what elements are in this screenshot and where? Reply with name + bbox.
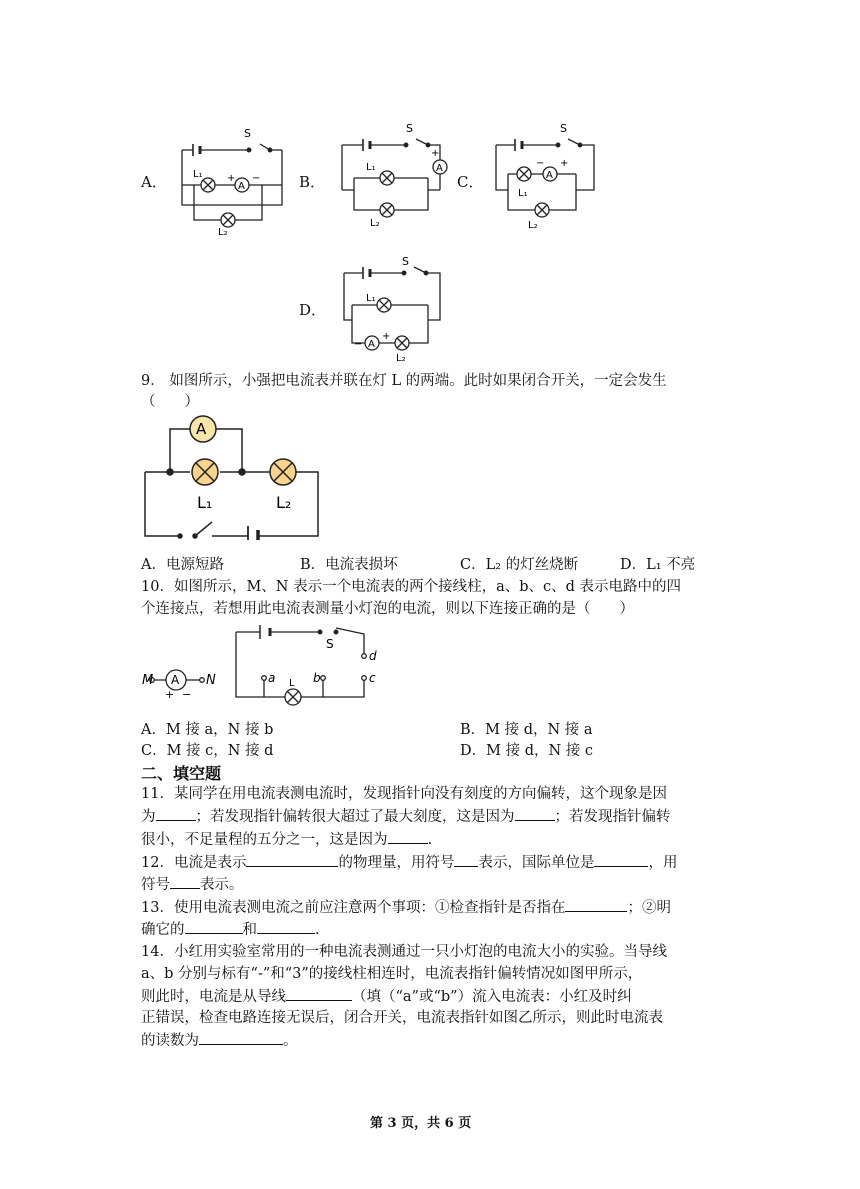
terminal-m-label: M [142,673,154,688]
switch-label: S [406,122,413,135]
q14-text: 的读数为 [141,1033,199,1049]
point-d-label: d [369,649,377,663]
q12-text: 表示，国际单位是 [478,855,595,871]
q11-text: ；若发现指针偏转 [554,809,671,825]
circuit-diagram-d [340,255,452,367]
switch-label: S [560,122,567,135]
circuit-diagram-b [338,120,450,232]
q13-text: ；②明 [627,900,671,916]
q10-option-d: D．M 接 d，N 接 c [460,743,593,759]
answer-blank[interactable] [515,806,555,821]
ammeter-label: A [546,170,553,181]
q9-option-b: B．电流表损坏 [300,557,398,573]
question-11-line-3 [141,829,432,850]
question-11-line-1: 11．某同学在用电流表测电流时，发现指针向没有刻度的方向偏转，这个现象是因 [141,786,667,802]
point-c-label: c [369,671,376,685]
question-14-line-1: 14．小红用实验室常用的一种电流表测通过一只小灯泡的电流大小的实验。当导线 [141,944,667,960]
ammeter-label: A [238,181,245,192]
minus-sign: − [182,688,192,701]
answer-blank[interactable] [257,919,315,934]
q12-text: 表示。 [200,877,244,893]
q14-text: 。 [283,1033,298,1049]
lamp-l1-label: L₁ [193,169,203,180]
ammeter-label: A [196,420,207,438]
option-b-label: B． [299,173,326,191]
plus-sign: + [431,148,440,159]
minus-sign: − [536,158,545,169]
q11-text: 为 [141,809,156,825]
answer-blank[interactable] [246,852,338,867]
ammeter-label: A [171,673,180,687]
q12-text: 符号 [141,877,170,893]
answer-blank[interactable] [156,806,196,821]
question-12-line-1 [141,852,677,873]
lamp-l1-label: L₁ [518,188,528,199]
question-9-stem: 9． 如图所示，小强把电流表并联在灯 L 的两端。此时如果闭合开关，一定会发生 [141,373,667,389]
lamp-l2-label: L₂ [396,353,406,364]
question-13-line-2 [141,919,320,940]
switch-label: S [244,127,251,140]
q13-text: 确它的 [141,922,185,938]
q13-text: 13．使用电流表测电流之前应注意两个事项：①检查指针是否指在 [141,900,566,916]
circuit-diagram-c [492,120,604,232]
question-10-stem-line-1: 10．如图所示，M、N 表示一个电流表的两个接线柱，a、b、c、d 表示电路中的四 [141,579,682,595]
lamp-l2-label: L₂ [276,493,292,512]
answer-blank[interactable] [454,852,478,867]
lamp-l2-label: L₂ [370,218,380,229]
minus-sign: − [252,173,261,184]
question-11-line-2 [141,806,671,827]
q12-text: 的物理量，用符号 [338,855,455,871]
ammeter-label: A [436,163,443,174]
q9-option-c: C．L₂ 的灯丝烧断 [460,557,579,573]
answer-blank[interactable] [565,897,627,912]
page-footer: 第 3 页，共 6 页 [370,1116,472,1131]
terminal-n-label: N [206,673,216,688]
question-9-circuit-diagram [140,412,325,540]
answer-blank[interactable] [286,986,352,1001]
option-c-label: C． [457,173,484,191]
switch-label: S [326,637,334,651]
q11-text: ；若发现指针偏转很大超过了最大刻度，这是因为 [195,809,515,825]
lamp-l1-label: L₁ [366,162,376,173]
lamp-l1-label: L₁ [197,493,213,512]
lamp-l2-label: L₂ [218,227,228,237]
q14-text: （填（“a”或“b”）流入电流表：小红及时纠 [352,989,632,1005]
answer-blank[interactable] [388,829,428,844]
q10-option-c: C．M 接 c，N 接 d [141,743,274,759]
q13-text: 和 [242,922,257,938]
option-d-label: D． [299,301,327,319]
question-14-line-4: 正错误，检查电路连接无误后，闭合开关，电流表指针如图乙所示，则此时电流表 [141,1010,663,1026]
q11-text: 很小，不足量程的五分之一，这是因为 [141,832,388,848]
answer-blank[interactable] [594,852,648,867]
minus-sign: − [354,339,363,350]
question-14-line-3 [141,986,632,1007]
section-2-heading: 二、填空题 [141,764,222,783]
circuit-diagram-a [178,125,288,237]
point-b-label: b [313,671,321,685]
question-14-line-2: a、b 分别与标有“-”和“3”的接线柱相连时，电流表指针偏转情况如图甲所示， [141,966,643,982]
plus-sign: + [165,688,175,701]
lamp-l1-label: L₁ [366,293,376,304]
q9-option-a: A．电源短路 [141,557,224,573]
q13-text: . [315,922,320,938]
q9-option-d: D．L₁ 不亮 [620,557,696,573]
question-10-circuit-diagram [140,622,380,714]
lamp-l2-label: L₂ [528,220,538,231]
q11-text: . [427,832,433,848]
option-a-label: A． [141,173,167,191]
plus-sign: + [382,331,391,342]
q10-option-b: B．M 接 d，N 接 a [460,722,593,738]
ammeter-label: A [368,339,375,350]
q10-option-a: A．M 接 a，N 接 b [141,722,274,738]
answer-blank[interactable] [170,874,200,889]
q12-text: ，用 [648,855,678,871]
lamp-l-label: L [289,678,295,689]
q14-text: 则此时，电流是从导线 [141,989,286,1005]
plus-sign: + [227,173,236,184]
question-10-stem-line-2: 个连接点，若想用此电流表测量小灯泡的电流，则以下连接正确的是（ ） [141,601,634,617]
question-14-line-5 [141,1030,298,1051]
answer-blank[interactable] [185,919,243,934]
switch-label: S [402,255,409,268]
question-13-line-1 [141,897,671,918]
answer-blank[interactable] [199,1030,283,1045]
question-12-line-2 [141,874,244,895]
q12-text: 12．电流是表示 [141,855,247,871]
point-a-label: a [268,671,276,685]
question-9-paren: （ ） [141,394,199,410]
plus-sign: + [560,158,569,169]
